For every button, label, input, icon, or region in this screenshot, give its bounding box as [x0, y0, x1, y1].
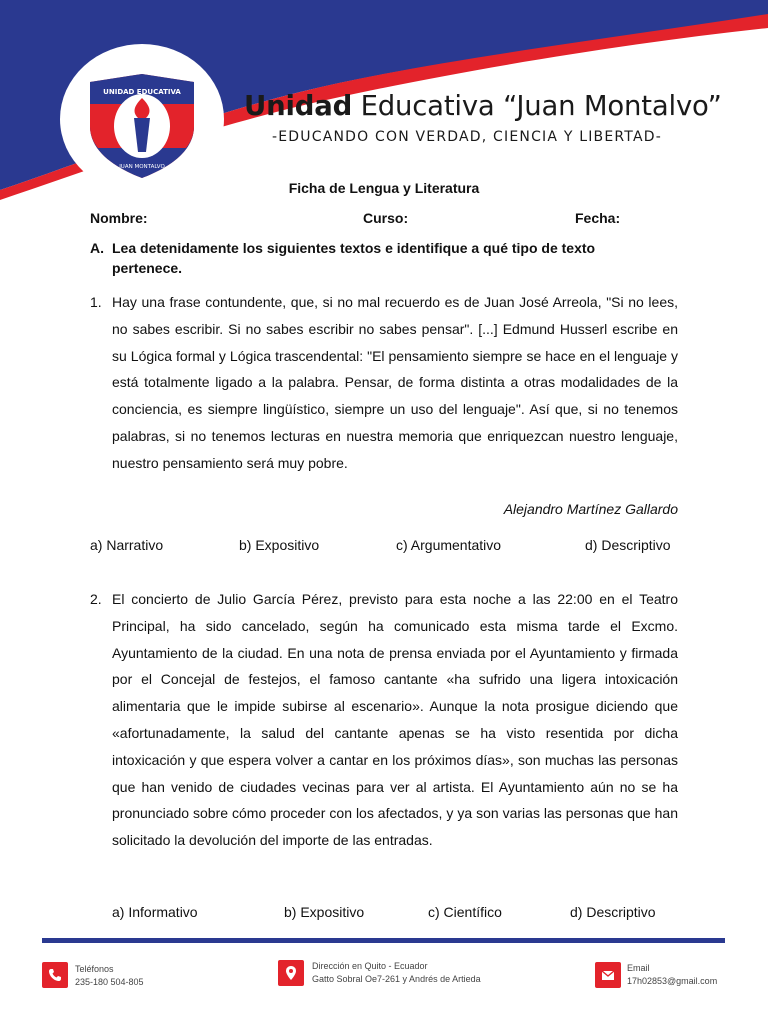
question-1-option-d[interactable]: d) Descriptivo: [585, 537, 671, 553]
logo-top-text: UNIDAD EDUCATIVA: [103, 88, 181, 96]
email-value[interactable]: 17h02853@gmail.com: [627, 976, 718, 986]
question-1-number: 1.: [90, 294, 102, 310]
question-2-option-b[interactable]: b) Expositivo: [284, 904, 365, 920]
question-1-author: Alejandro Martínez Gallardo: [503, 501, 678, 517]
school-name: [244, 90, 764, 122]
address-value: Gatto Sobral Oe7-261 y Andrés de Artieda: [312, 974, 481, 984]
address-info: [312, 960, 481, 986]
question-1-option-c[interactable]: c) Argumentativo: [396, 537, 502, 553]
logo-bottom-text: JUAN MONTALVO: [119, 164, 165, 170]
question-2-number: 2.: [90, 591, 102, 607]
email-label: Email: [627, 963, 650, 973]
phone-icon: [42, 962, 68, 988]
date-field-label: Fecha:: [575, 210, 621, 226]
question-2-option-d[interactable]: d) Descriptivo: [570, 904, 656, 920]
location-pin-icon: [278, 960, 304, 986]
email-icon: [595, 962, 621, 988]
question-2-option-a[interactable]: a) Informativo: [112, 904, 198, 920]
instruction-marker: A.: [90, 240, 104, 256]
instruction: [90, 238, 650, 278]
course-field-label: Curso:: [363, 210, 409, 226]
phone-value: 235-180 504-805: [75, 977, 144, 987]
email-info: [627, 962, 717, 988]
phone-label: Teléfonos: [75, 964, 114, 974]
footer-divider: [42, 938, 725, 943]
question-1-option-b[interactable]: b) Expositivo: [239, 537, 320, 553]
instruction-text: Lea detenidamente los siguientes textos e identifique a qué tipo de texto pertenece.: [112, 240, 596, 276]
school-motto: -EDUCANDO CON VERDAD, CIENCIA Y LIBERTAD-: [272, 129, 662, 145]
document-title: Ficha de Lengua y Literatura: [288, 180, 480, 196]
question-1-text: Hay una frase contundente, que, si no mal recuerdo es de Juan José Arreola, "Si no lees, no sabes escribir. Si no sabes escribir no sabes pensar". [...] Edmund Husserl escribe en su Lógica formal y Lógica trascendental: "El pensamiento siempre se hace en el lenguaje y está totalmente ligado a la palabra. Pensar, de forma distinta a otras modalidades de la conciencia, es siempre lingüístico, siempre un uso del lenguaje". Así que, si no tenemos palabras, si no tenemos lecturas en nuestra memoria que enriquezcan nuestro lenguaje, nuestro pensamiento será muy pobre.: [112, 294, 678, 471]
school-name-bold: Unidad: [244, 90, 353, 122]
school-name-rest: Educativa “Juan Montalvo”: [352, 90, 722, 122]
question-1-option-a[interactable]: a) Narrativo: [90, 537, 164, 553]
phone-info: [75, 963, 144, 989]
question-2-text: El concierto de Julio García Pérez, previsto para esta noche a las 22:00 en el Teatro Principal, ha sido cancelado, según ha comunicado esta misma tarde el Excmo. Ayuntamiento de la ciudad. En una nota de prensa enviada por el Ayuntamiento y firmada por el Concejal de festejos, el famoso cantante «ha sufrido una ligera intoxicación alimentaria que le impide subirse al escenario». Aunque la nota prosigue diciendo que «afortunadamente, la salud del cantante apenas se ha visto resentida por dicha intoxicación y que espera volver a cantar en los próximos días», son muchas las personas que han venido de ciudades vecinas para ver al artista. El Ayuntamiento aún no se ha pronunciado sobre cómo proceder con los afectados, y ya son varias las personas que han solicitado la devolución del importe de las entradas.: [112, 591, 678, 849]
school-logo: [60, 44, 224, 194]
question-2-option-c[interactable]: c) Científico: [428, 904, 502, 920]
name-field-label: Nombre:: [90, 210, 148, 226]
address-label: Dirección en Quito - Ecuador: [312, 961, 428, 971]
